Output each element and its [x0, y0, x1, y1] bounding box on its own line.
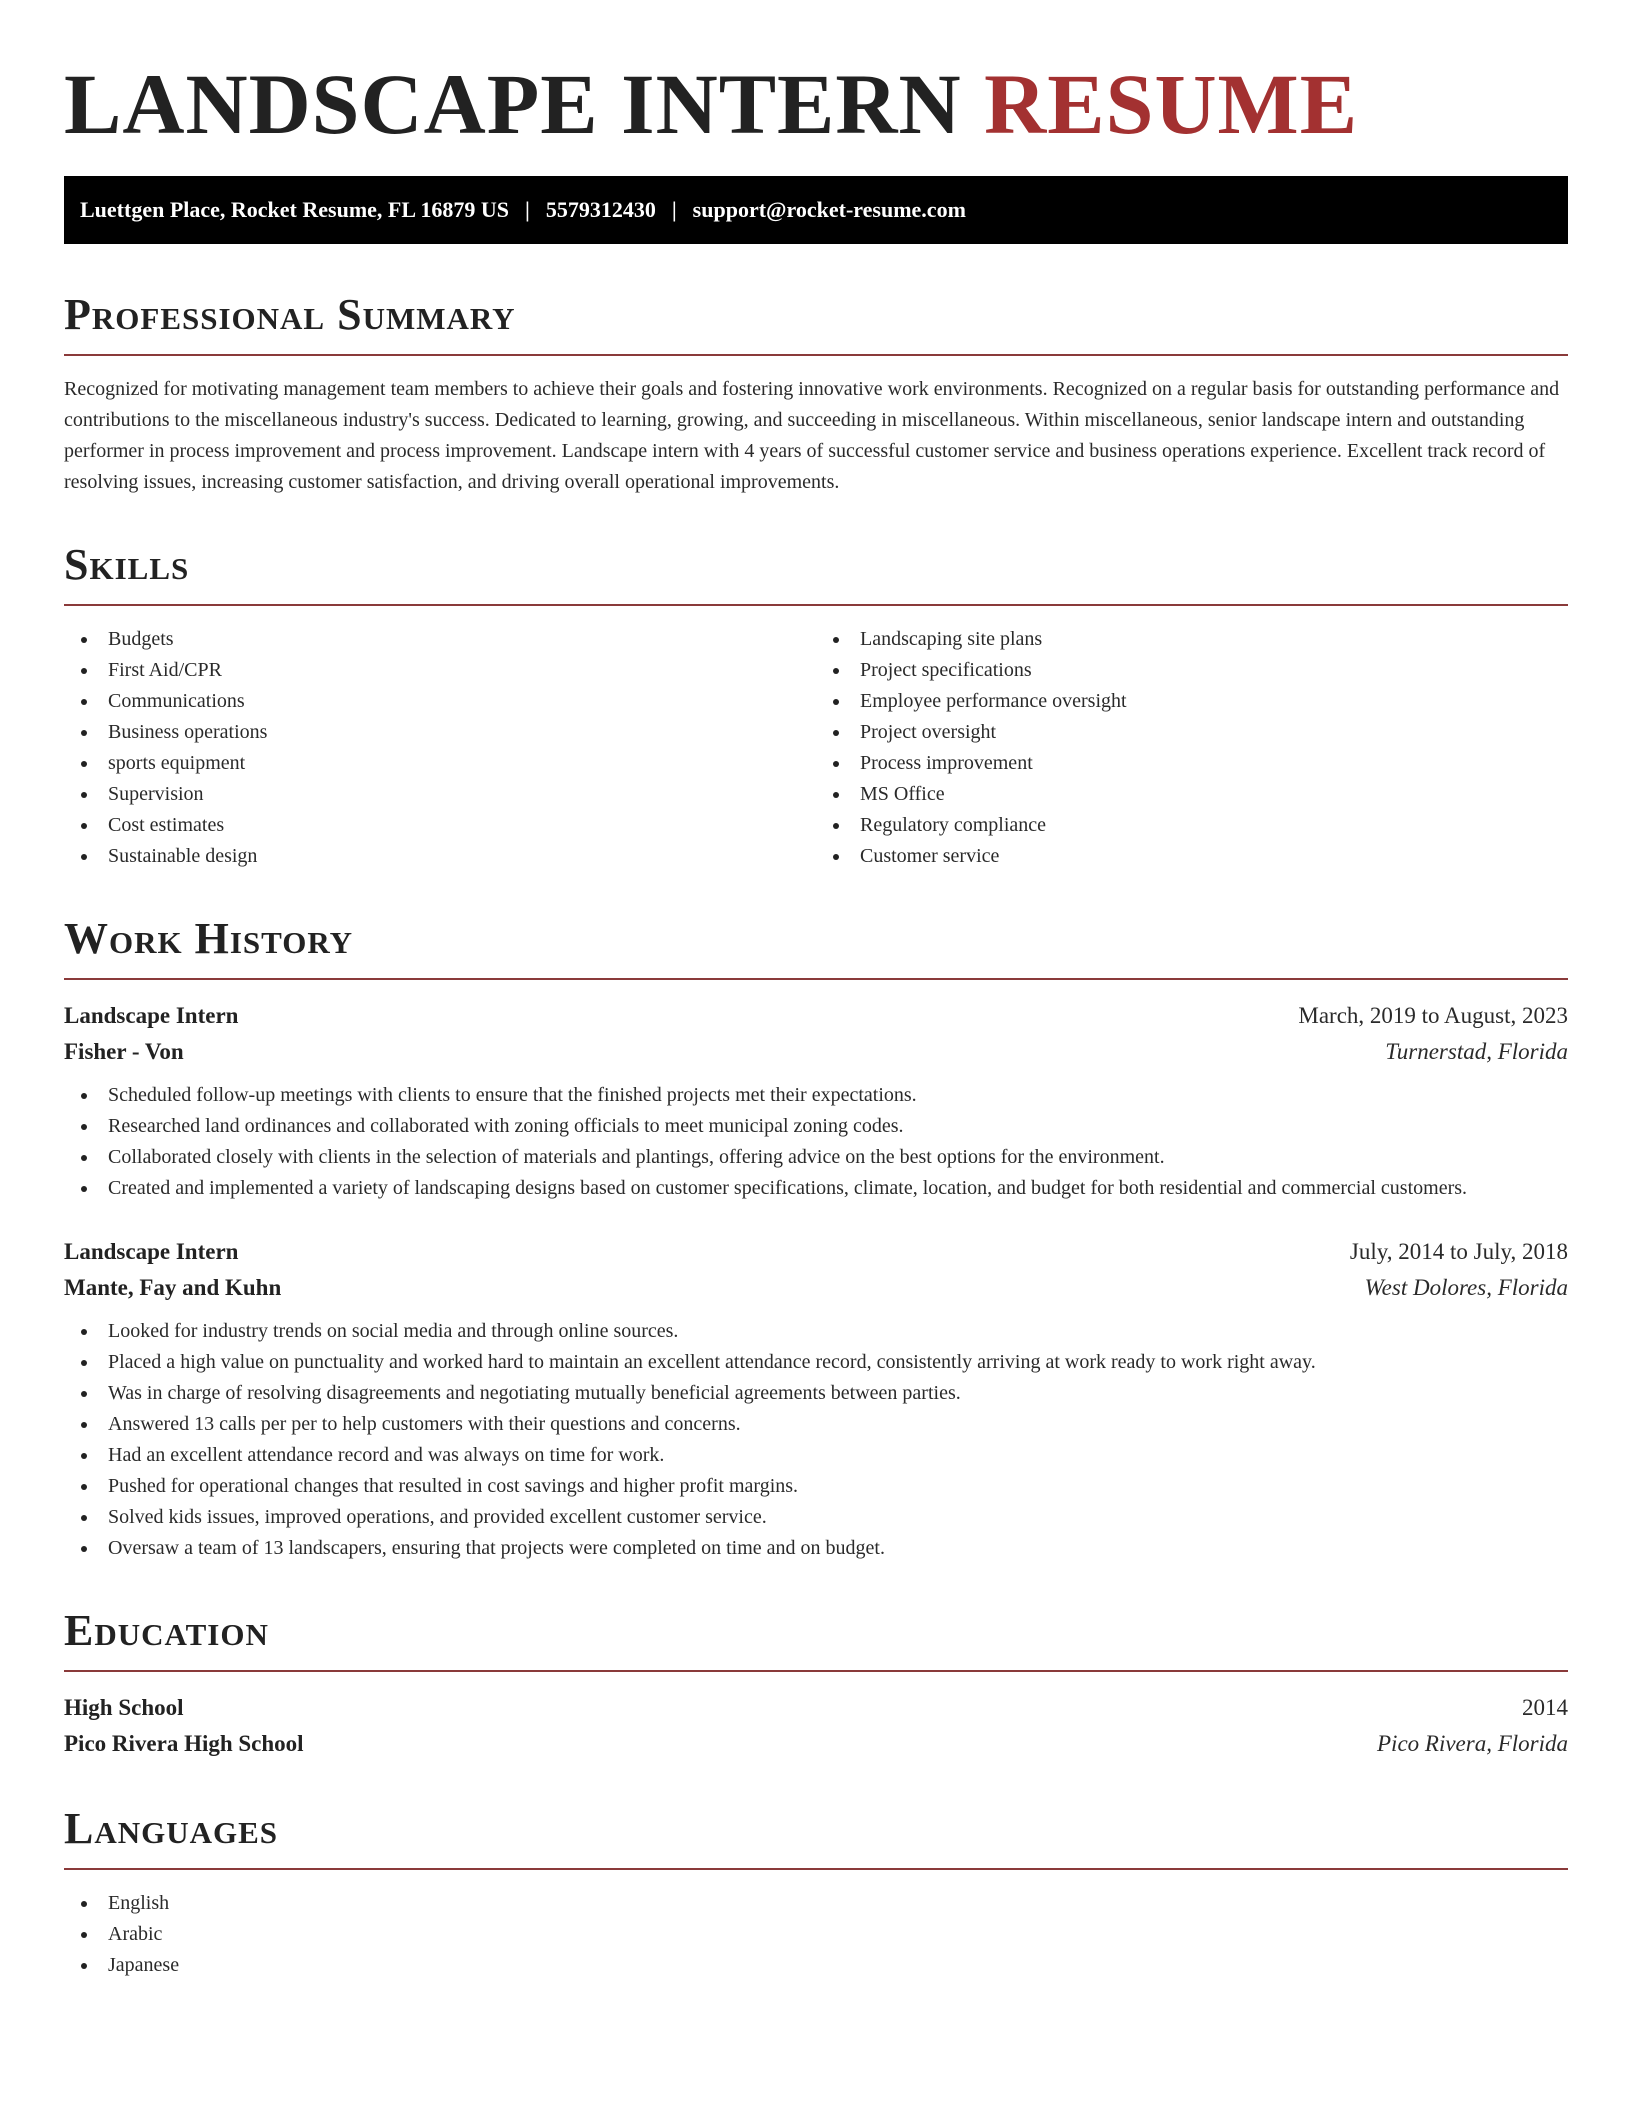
job-company-row — [64, 1270, 1568, 1306]
title-accent: RESUME — [984, 56, 1359, 152]
languages-list — [64, 1888, 1568, 1981]
education-header-row — [64, 1690, 1568, 1726]
job-entry — [64, 1234, 1568, 1564]
summary-text: Recognized for motivating management team members to achieve their goals and fostering innovative work environments. Recognized on a regular basis for outstanding performance and contributions to the miscellaneous industry's success. Dedicated to learning, growing, and succeeding in miscellaneous. Within miscellaneous, senior landscape intern and outstanding performer in process improvement and process improvement. Landscape intern with 4 years of successful customer service and business operations experience. Excellent track record of resolving issues, increasing customer satisfaction, and driving overall operational improvements. — [64, 378, 1560, 493]
job-dates: March, 2019 to August, 2023 — [1298, 1003, 1568, 1028]
contact-separator: | — [524, 197, 530, 222]
contact-separator: | — [671, 197, 677, 222]
skill-item: Supervision — [64, 779, 816, 810]
section-divider — [64, 1868, 1568, 1870]
job-header-row — [64, 998, 1568, 1034]
responsibility-item: Answered 13 calls per per to help customers with their questions and concerns. — [64, 1409, 1568, 1440]
skill-item: Communications — [64, 686, 816, 717]
responsibility-item: Was in charge of resolving disagreements and negotiating mutually beneficial agreements between parties. — [64, 1378, 1568, 1409]
section-heading: Education — [64, 1606, 269, 1655]
language-item: English — [64, 1888, 1568, 1919]
responsibility-item: Looked for industry trends on social media and through online sources. — [64, 1316, 1568, 1347]
contact-email: support@rocket-resume.com — [692, 197, 966, 222]
responsibility-item: Placed a high value on punctuality and worked hard to maintain an excellent attendance record, consistently arriving at work ready to work right away. — [64, 1347, 1568, 1378]
work-history-section — [64, 914, 1568, 1564]
job-title: Landscape Intern — [64, 1003, 239, 1028]
section-heading: Work History — [64, 914, 354, 963]
skill-item: Sustainable design — [64, 841, 816, 872]
section-heading: Languages — [64, 1804, 279, 1853]
skills-list-right — [816, 624, 1568, 872]
job-title: Landscape Intern — [64, 1239, 239, 1264]
responsibility-item: Created and implemented a variety of landscaping designs based on customer specifications, climate, location, and budget for both residential and commercial customers. — [64, 1173, 1568, 1204]
section-divider — [64, 604, 1568, 606]
skill-item: Employee performance oversight — [816, 686, 1568, 717]
resume-title — [64, 54, 1568, 154]
skill-item: First Aid/CPR — [64, 655, 816, 686]
languages-section — [64, 1804, 1568, 1981]
responsibility-item: Scheduled follow-up meetings with clients to ensure that the finished projects met their expectations. — [64, 1080, 1568, 1111]
skill-item: Regulatory compliance — [816, 810, 1568, 841]
contact-phone: 5579312430 — [545, 197, 656, 222]
responsibility-item: Had an excellent attendance record and was always on time for work. — [64, 1440, 1568, 1471]
job-location: West Dolores, Florida — [1364, 1275, 1568, 1300]
skills-list-left — [64, 624, 816, 872]
summary-section — [64, 290, 1568, 498]
job-responsibilities — [64, 1316, 1568, 1564]
contact-address: Luettgen Place, Rocket Resume, FL 16879 US — [80, 197, 509, 222]
job-entry — [64, 998, 1568, 1204]
education-school-row — [64, 1726, 1568, 1762]
job-company-row — [64, 1034, 1568, 1070]
job-location: Turnerstad, Florida — [1385, 1039, 1568, 1064]
job-header-row — [64, 1234, 1568, 1270]
education-degree: High School — [64, 1695, 184, 1720]
skill-item: Customer service — [816, 841, 1568, 872]
education-location: Pico Rivera, Florida — [1377, 1731, 1568, 1756]
language-item: Arabic — [64, 1919, 1568, 1950]
job-dates: July, 2014 to July, 2018 — [1349, 1239, 1568, 1264]
responsibility-item: Pushed for operational changes that resulted in cost savings and higher profit margins. — [64, 1471, 1568, 1502]
language-item: Japanese — [64, 1950, 1568, 1981]
education-year: 2014 — [1522, 1695, 1568, 1720]
skill-item: MS Office — [816, 779, 1568, 810]
responsibility-item: Oversaw a team of 13 landscapers, ensuring that projects were completed on time and on budget. — [64, 1533, 1568, 1564]
section-heading: Professional Summary — [64, 290, 516, 339]
skill-item: Business operations — [64, 717, 816, 748]
skill-item: Process improvement — [816, 748, 1568, 779]
section-heading: Skills — [64, 540, 190, 589]
skill-item: Landscaping site plans — [816, 624, 1568, 655]
section-divider — [64, 1670, 1568, 1672]
education-section — [64, 1606, 1568, 1762]
skill-item: sports equipment — [64, 748, 816, 779]
job-company: Fisher - Von — [64, 1039, 184, 1064]
section-divider — [64, 978, 1568, 980]
job-responsibilities — [64, 1080, 1568, 1204]
contact-bar — [64, 176, 1568, 244]
skill-item: Budgets — [64, 624, 816, 655]
skills-grid — [64, 624, 1568, 872]
skills-section — [64, 540, 1568, 872]
job-company: Mante, Fay and Kuhn — [64, 1275, 282, 1300]
skill-item: Cost estimates — [64, 810, 816, 841]
section-divider — [64, 354, 1568, 356]
skill-item: Project specifications — [816, 655, 1568, 686]
responsibility-item: Collaborated closely with clients in the selection of materials and plantings, offering advice on the best options for the environment. — [64, 1142, 1568, 1173]
title-main: LANDSCAPE INTERN — [64, 56, 962, 152]
responsibility-item: Solved kids issues, improved operations, and provided excellent customer service. — [64, 1502, 1568, 1533]
skill-item: Project oversight — [816, 717, 1568, 748]
responsibility-item: Researched land ordinances and collaborated with zoning officials to meet municipal zoning codes. — [64, 1111, 1568, 1142]
education-school: Pico Rivera High School — [64, 1731, 304, 1756]
